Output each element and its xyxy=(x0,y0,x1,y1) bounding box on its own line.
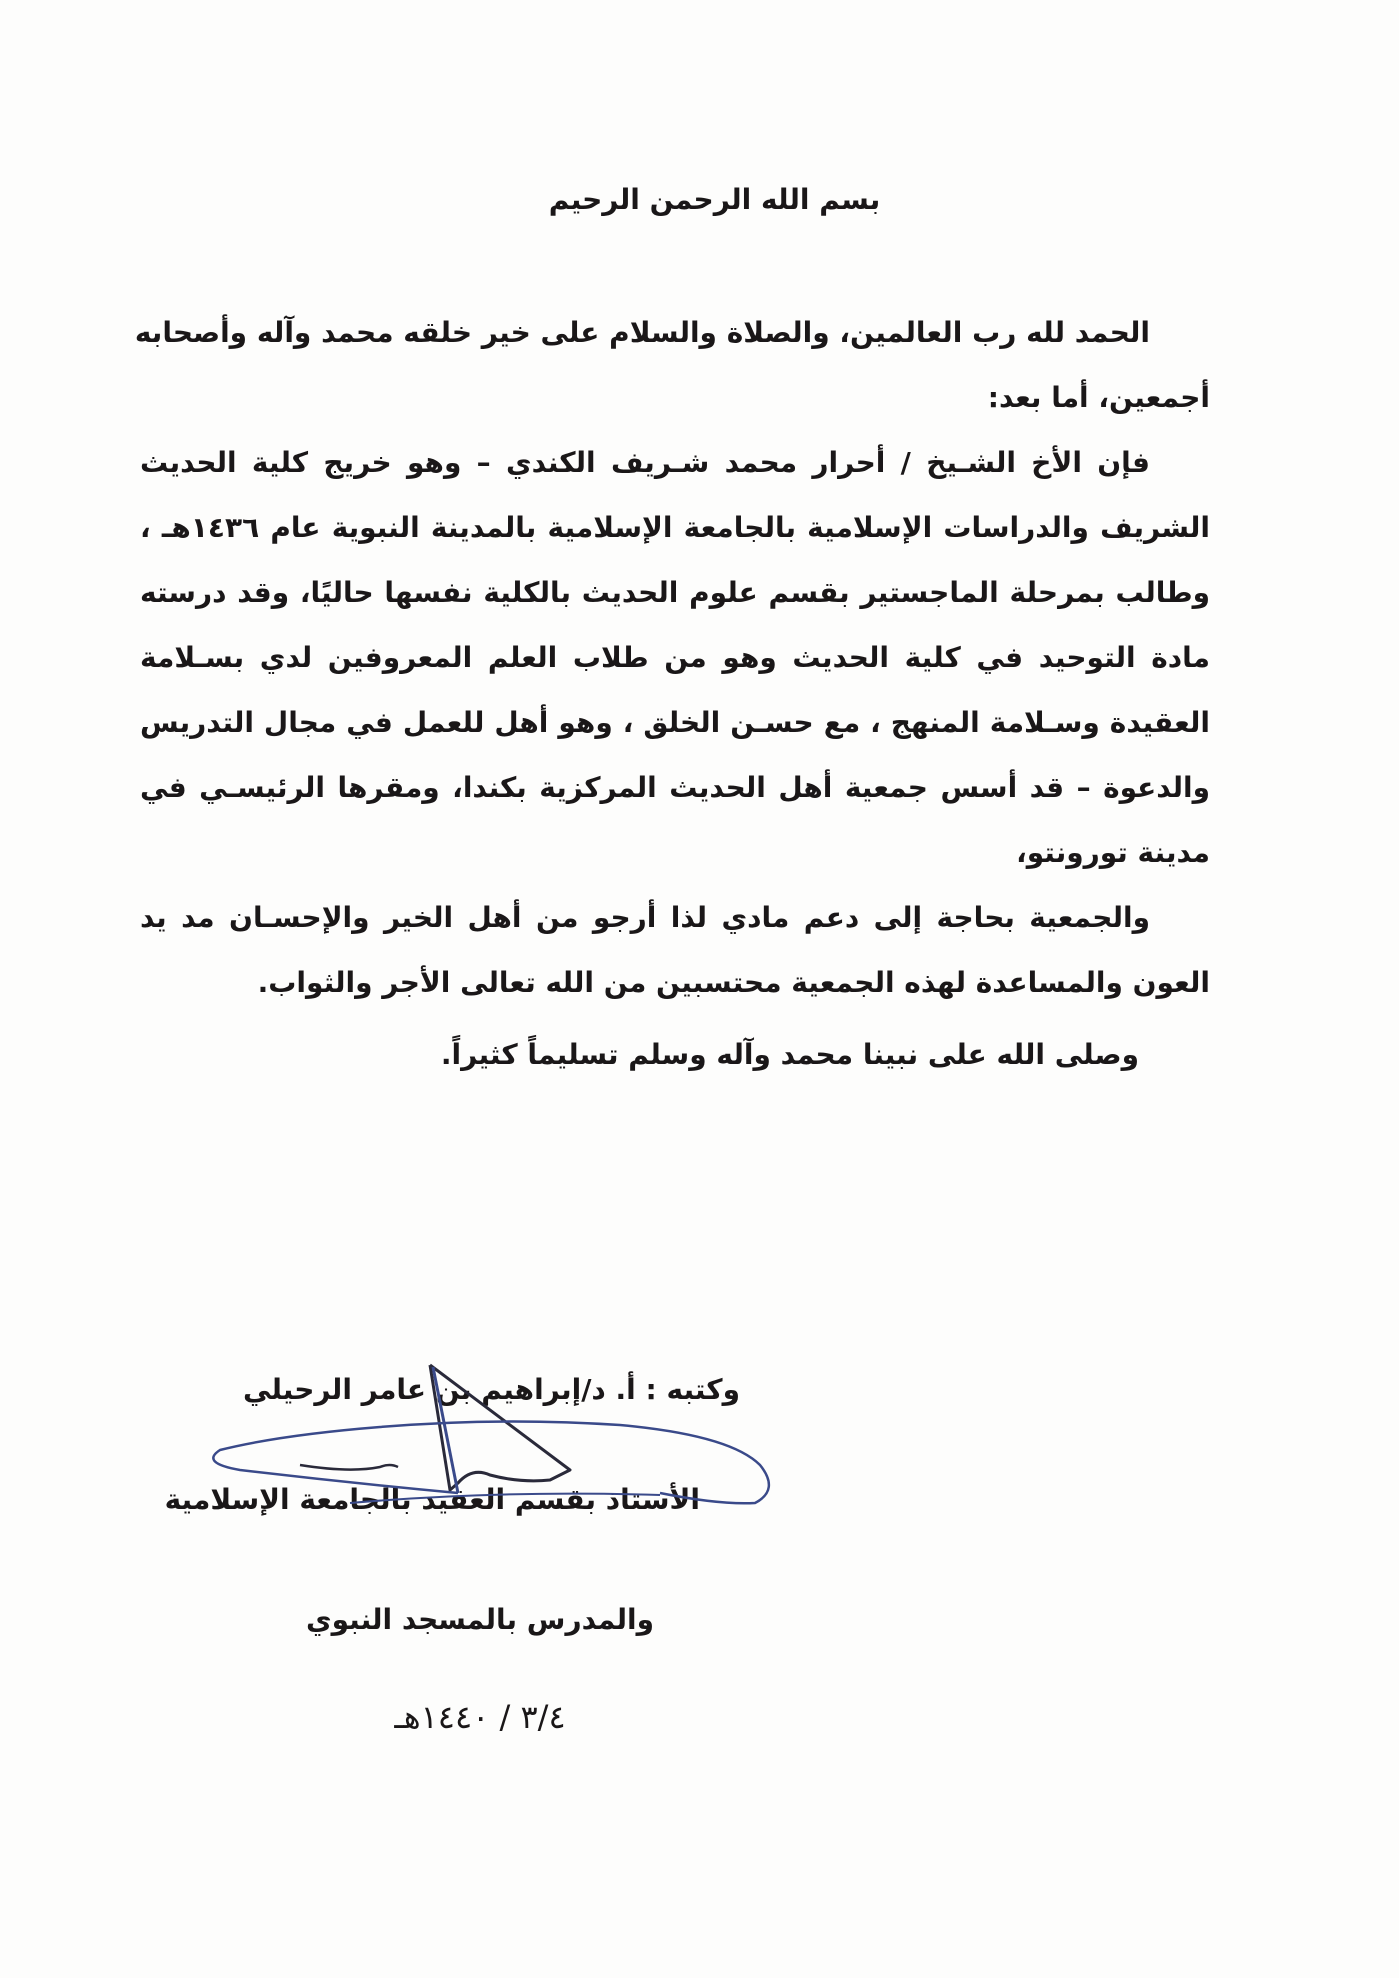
body-line: وطالب بمرحلة الماجستير بقسم علوم الحديث بالكلية نفسها حاليًا، وقد درسته xyxy=(140,576,1210,609)
signatory-name: وكتبه : أ. د/إبراهيم بن عامر الرحيلي xyxy=(243,1373,740,1406)
closing-salutation: وصلى الله على نبينا محمد وآله وسلم تسليماً كثيراً. xyxy=(440,1038,1139,1071)
body-line: الشريف والدراسات الإسلامية بالجامعة الإسلامية بالمدينة النبوية عام ١٤٣٦هـ ، xyxy=(140,511,1210,544)
body-line: مدينة تورونتو، xyxy=(1016,836,1210,869)
body-line: والدعوة – قد أسس جمعية أهل الحديث المركزية بكندا، ومقرها الرئيسـي في xyxy=(140,771,1210,804)
body-line: أجمعين، أما بعد: xyxy=(987,381,1210,414)
signatory-title: الأستاذ بقسم العقيد بالجامعة الإسلامية xyxy=(164,1483,700,1516)
body-line: مادة التوحيد في كلية الحديث وهو من طلاب العلم المعروفين لدي بسـلامة xyxy=(140,641,1210,674)
letter-body xyxy=(134,300,1210,1015)
body-line: والجمعية بحاجة إلى دعم مادي لذا أرجو من أهل الخير والإحسـان مد يد xyxy=(140,901,1150,934)
body-line: فإن الأخ الشـيخ / أحرار محمد شـريف الكندي – وهو خريج كلية الحديث xyxy=(140,446,1150,479)
body-line: الحمد لله رب العالمين، والصلاة والسلام على خير خلقه محمد وآله وأصحابه xyxy=(134,316,1150,349)
basmala-heading: بسم الله الرحمن الرحيم xyxy=(548,183,881,216)
body-line: العقيدة وسـلامة المنهج ، مع حسـن الخلق ، وهو أهل للعمل في مجال التدريس xyxy=(140,706,1210,739)
teacher-line: والمدرس بالمسجد النبوي xyxy=(305,1603,655,1636)
letter-date: ٣/٤ / ١٤٤٠هـ xyxy=(394,1698,566,1736)
body-line: العون والمساعدة لهذه الجمعية محتسبين من الله تعالى الأجر والثواب. xyxy=(257,966,1210,999)
signatory-block xyxy=(164,1370,760,1530)
